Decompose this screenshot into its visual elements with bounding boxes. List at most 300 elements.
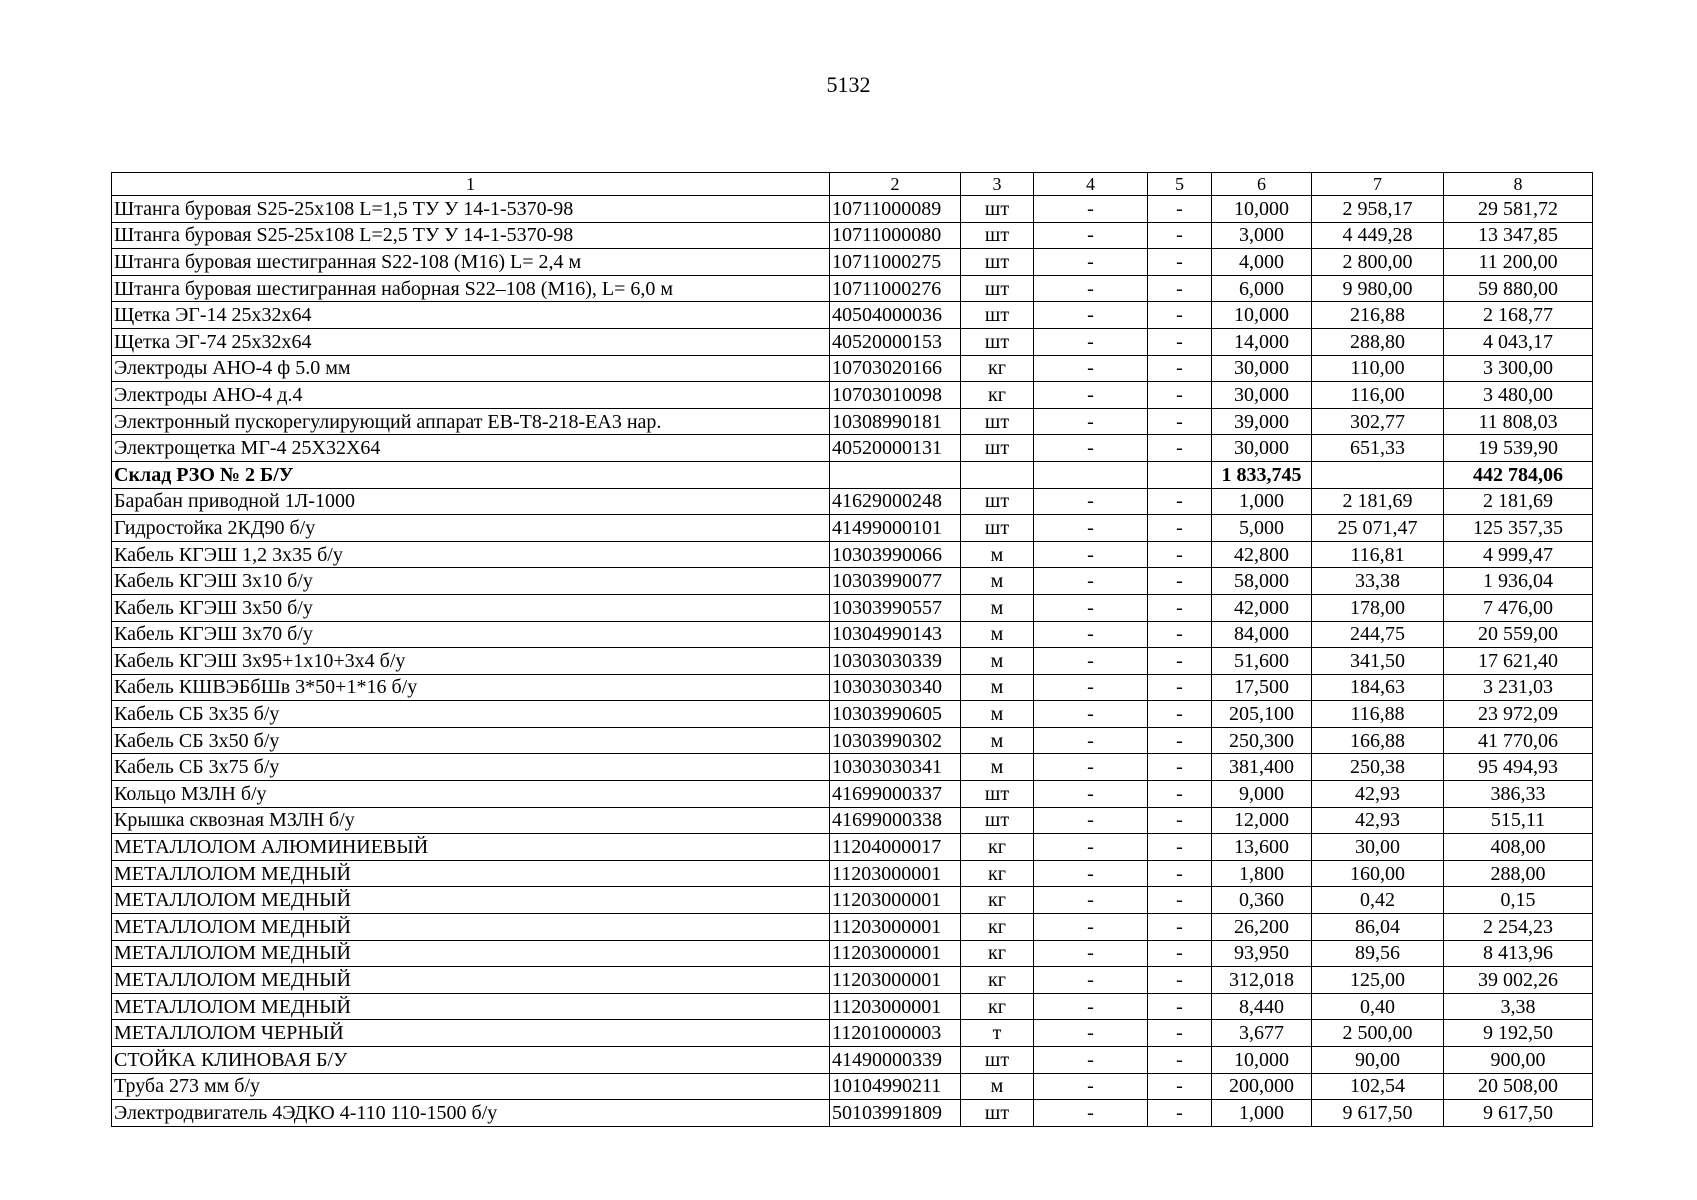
price-cell: 4 449,28 xyxy=(1312,222,1444,249)
price-cell: 42,93 xyxy=(1312,807,1444,834)
unit-cell: кг xyxy=(961,967,1034,994)
item-code-cell: 10303030339 xyxy=(830,648,961,675)
price-cell: 160,00 xyxy=(1312,860,1444,887)
amount-cell: 13 347,85 xyxy=(1444,222,1593,249)
table-row xyxy=(112,1047,1593,1074)
amount-cell: 20 559,00 xyxy=(1444,621,1593,648)
column-4-cell: - xyxy=(1034,568,1148,595)
price-cell: 2 500,00 xyxy=(1312,1020,1444,1047)
column-5-cell: - xyxy=(1148,967,1212,994)
item-name-cell: МЕТАЛЛОЛОМ ЧЕРНЫЙ xyxy=(112,1020,830,1047)
item-code-cell: 11203000001 xyxy=(830,967,961,994)
unit-cell: м xyxy=(961,674,1034,701)
column-4-cell: - xyxy=(1034,1020,1148,1047)
column-5-cell: - xyxy=(1148,781,1212,808)
unit-cell: м xyxy=(961,1073,1034,1100)
item-code-cell xyxy=(830,461,961,488)
item-name-cell: МЕТАЛЛОЛОМ МЕДНЫЙ xyxy=(112,993,830,1020)
column-4-cell: - xyxy=(1034,621,1148,648)
unit-cell: шт xyxy=(961,781,1034,808)
unit-cell: кг xyxy=(961,355,1034,382)
unit-cell: шт xyxy=(961,1100,1034,1127)
column-5-cell: - xyxy=(1148,701,1212,728)
amount-cell: 1 936,04 xyxy=(1444,568,1593,595)
price-cell: 110,00 xyxy=(1312,355,1444,382)
quantity-cell: 3,677 xyxy=(1212,1020,1312,1047)
price-cell: 116,00 xyxy=(1312,382,1444,409)
column-4-cell: - xyxy=(1034,1073,1148,1100)
table-row xyxy=(112,515,1593,542)
table-row xyxy=(112,940,1593,967)
column-5-cell: - xyxy=(1148,754,1212,781)
price-cell: 25 071,47 xyxy=(1312,515,1444,542)
column-4-cell: - xyxy=(1034,754,1148,781)
column-5-cell: - xyxy=(1148,515,1212,542)
item-name-cell: Электроды АНО-4 д.4 xyxy=(112,382,830,409)
item-name-cell: МЕТАЛЛОЛОМ МЕДНЫЙ xyxy=(112,967,830,994)
unit-cell: м xyxy=(961,541,1034,568)
item-code-cell: 10303990302 xyxy=(830,727,961,754)
column-number: 7 xyxy=(1312,173,1444,196)
item-name-cell: МЕТАЛЛОЛОМ МЕДНЫЙ xyxy=(112,860,830,887)
column-5-cell: - xyxy=(1148,834,1212,861)
amount-cell: 59 880,00 xyxy=(1444,275,1593,302)
quantity-cell: 3,000 xyxy=(1212,222,1312,249)
column-5-cell: - xyxy=(1148,621,1212,648)
inventory-table xyxy=(111,172,1593,1127)
item-code-cell: 10703020166 xyxy=(830,355,961,382)
column-number: 1 xyxy=(112,173,830,196)
column-5-cell: - xyxy=(1148,940,1212,967)
amount-cell: 515,11 xyxy=(1444,807,1593,834)
column-4-cell: - xyxy=(1034,249,1148,276)
table-row xyxy=(112,382,1593,409)
quantity-cell: 26,200 xyxy=(1212,914,1312,941)
quantity-cell: 30,000 xyxy=(1212,435,1312,462)
column-4-cell: - xyxy=(1034,222,1148,249)
table-row xyxy=(112,488,1593,515)
price-cell: 9 617,50 xyxy=(1312,1100,1444,1127)
price-cell: 302,77 xyxy=(1312,408,1444,435)
table-row xyxy=(112,328,1593,355)
item-code-cell: 10303990077 xyxy=(830,568,961,595)
column-4-cell: - xyxy=(1034,674,1148,701)
amount-cell: 4 999,47 xyxy=(1444,541,1593,568)
quantity-cell: 8,440 xyxy=(1212,993,1312,1020)
column-4-cell: - xyxy=(1034,648,1148,675)
price-cell: 125,00 xyxy=(1312,967,1444,994)
price-cell: 250,38 xyxy=(1312,754,1444,781)
unit-cell: шт xyxy=(961,408,1034,435)
unit-cell: м xyxy=(961,727,1034,754)
price-cell: 178,00 xyxy=(1312,594,1444,621)
price-cell: 42,93 xyxy=(1312,781,1444,808)
price-cell: 0,42 xyxy=(1312,887,1444,914)
table-row xyxy=(112,648,1593,675)
price-cell: 33,38 xyxy=(1312,568,1444,595)
unit-cell: шт xyxy=(961,435,1034,462)
quantity-cell: 5,000 xyxy=(1212,515,1312,542)
quantity-cell: 93,950 xyxy=(1212,940,1312,967)
section-row xyxy=(112,461,1593,488)
amount-cell: 19 539,90 xyxy=(1444,435,1593,462)
item-code-cell: 40520000153 xyxy=(830,328,961,355)
unit-cell: шт xyxy=(961,222,1034,249)
price-cell: 0,40 xyxy=(1312,993,1444,1020)
quantity-cell: 42,000 xyxy=(1212,594,1312,621)
item-code-cell: 11203000001 xyxy=(830,940,961,967)
table-row xyxy=(112,408,1593,435)
quantity-cell: 0,360 xyxy=(1212,887,1312,914)
column-4-cell: - xyxy=(1034,435,1148,462)
unit-cell: шт xyxy=(961,249,1034,276)
unit-cell: шт xyxy=(961,807,1034,834)
column-5-cell: - xyxy=(1148,302,1212,329)
item-code-cell: 10703010098 xyxy=(830,382,961,409)
column-5-cell xyxy=(1148,461,1212,488)
table-row xyxy=(112,834,1593,861)
item-code-cell: 11201000003 xyxy=(830,1020,961,1047)
price-cell: 244,75 xyxy=(1312,621,1444,648)
table-row xyxy=(112,1100,1593,1127)
column-number: 2 xyxy=(830,173,961,196)
item-code-cell: 10104990211 xyxy=(830,1073,961,1100)
unit-cell: м xyxy=(961,621,1034,648)
amount-cell: 3 231,03 xyxy=(1444,674,1593,701)
item-name-cell: Кабель СБ 3х75 б/у xyxy=(112,754,830,781)
item-name-cell: Крышка сквозная МЗЛН б/у xyxy=(112,807,830,834)
table-row xyxy=(112,754,1593,781)
amount-cell: 3,38 xyxy=(1444,993,1593,1020)
column-4-cell: - xyxy=(1034,914,1148,941)
column-4-cell: - xyxy=(1034,727,1148,754)
column-number: 4 xyxy=(1034,173,1148,196)
price-cell: 89,56 xyxy=(1312,940,1444,967)
amount-cell: 3 300,00 xyxy=(1444,355,1593,382)
table-row xyxy=(112,967,1593,994)
price-cell: 2 800,00 xyxy=(1312,249,1444,276)
amount-cell: 442 784,06 xyxy=(1444,461,1593,488)
item-code-cell: 41629000248 xyxy=(830,488,961,515)
column-4-cell: - xyxy=(1034,328,1148,355)
item-code-cell: 10711000080 xyxy=(830,222,961,249)
item-name-cell: Барабан приводной 1Л-1000 xyxy=(112,488,830,515)
column-4-cell: - xyxy=(1034,807,1148,834)
table-row xyxy=(112,993,1593,1020)
item-name-cell: Кабель КШВЭБбШв 3*50+1*16 б/у xyxy=(112,674,830,701)
item-name-cell: Щетка ЭГ-14 25х32х64 xyxy=(112,302,830,329)
page-number: 5132 xyxy=(826,72,871,97)
quantity-cell: 4,000 xyxy=(1212,249,1312,276)
unit-cell: м xyxy=(961,754,1034,781)
unit-cell: шт xyxy=(961,515,1034,542)
column-4-cell: - xyxy=(1034,887,1148,914)
item-code-cell: 41499000101 xyxy=(830,515,961,542)
unit-cell: м xyxy=(961,701,1034,728)
column-5-cell: - xyxy=(1148,887,1212,914)
quantity-cell: 312,018 xyxy=(1212,967,1312,994)
column-4-cell: - xyxy=(1034,196,1148,223)
column-5-cell: - xyxy=(1148,568,1212,595)
price-cell: 651,33 xyxy=(1312,435,1444,462)
item-code-cell: 40504000036 xyxy=(830,302,961,329)
price-cell: 102,54 xyxy=(1312,1073,1444,1100)
item-name-cell: Штанга буровая S25-25х108 L=1,5 ТУ У 14-1-5370-98 xyxy=(112,196,830,223)
amount-cell: 2 168,77 xyxy=(1444,302,1593,329)
column-4-cell: - xyxy=(1034,1047,1148,1074)
table-body xyxy=(112,173,1593,1127)
table-row xyxy=(112,541,1593,568)
item-code-cell: 10303990066 xyxy=(830,541,961,568)
table-row xyxy=(112,860,1593,887)
price-cell: 116,81 xyxy=(1312,541,1444,568)
column-5-cell: - xyxy=(1148,914,1212,941)
unit-cell: кг xyxy=(961,993,1034,1020)
amount-cell: 900,00 xyxy=(1444,1047,1593,1074)
table-row xyxy=(112,701,1593,728)
item-name-cell: Штанга буровая шестигранная наборная S22–108 (М16), L= 6,0 м xyxy=(112,275,830,302)
item-name-cell: МЕТАЛЛОЛОМ МЕДНЫЙ xyxy=(112,914,830,941)
price-cell xyxy=(1312,461,1444,488)
quantity-cell: 10,000 xyxy=(1212,1047,1312,1074)
unit-cell: кг xyxy=(961,914,1034,941)
quantity-cell: 205,100 xyxy=(1212,701,1312,728)
column-4-cell: - xyxy=(1034,781,1148,808)
column-5-cell: - xyxy=(1148,196,1212,223)
unit-cell: шт xyxy=(961,1047,1034,1074)
quantity-cell: 200,000 xyxy=(1212,1073,1312,1100)
item-code-cell: 40520000131 xyxy=(830,435,961,462)
column-4-cell: - xyxy=(1034,515,1148,542)
quantity-cell: 9,000 xyxy=(1212,781,1312,808)
column-5-cell: - xyxy=(1148,541,1212,568)
item-code-cell: 10308990181 xyxy=(830,408,961,435)
column-5-cell: - xyxy=(1148,488,1212,515)
table-row xyxy=(112,435,1593,462)
item-code-cell: 10303030341 xyxy=(830,754,961,781)
item-name-cell: СТОЙКА КЛИНОВАЯ Б/У xyxy=(112,1047,830,1074)
quantity-cell: 1,000 xyxy=(1212,488,1312,515)
column-5-cell: - xyxy=(1148,594,1212,621)
quantity-cell: 250,300 xyxy=(1212,727,1312,754)
quantity-cell: 30,000 xyxy=(1212,382,1312,409)
amount-cell: 29 581,72 xyxy=(1444,196,1593,223)
item-name-cell: Электрощетка МГ-4 25Х32Х64 xyxy=(112,435,830,462)
amount-cell: 125 357,35 xyxy=(1444,515,1593,542)
price-cell: 86,04 xyxy=(1312,914,1444,941)
amount-cell: 23 972,09 xyxy=(1444,701,1593,728)
quantity-cell: 12,000 xyxy=(1212,807,1312,834)
item-name-cell: Электродвигатель 4ЭДКО 4-110 110-1500 б/у xyxy=(112,1100,830,1127)
table-row xyxy=(112,1073,1593,1100)
item-name-cell: Электронный пускорегулирующий аппарат EB-T8-218-EA3 нар. xyxy=(112,408,830,435)
amount-cell: 39 002,26 xyxy=(1444,967,1593,994)
column-5-cell: - xyxy=(1148,222,1212,249)
column-5-cell: - xyxy=(1148,275,1212,302)
item-code-cell: 10303030340 xyxy=(830,674,961,701)
unit-cell: м xyxy=(961,594,1034,621)
item-code-cell: 11203000001 xyxy=(830,914,961,941)
item-name-cell: Гидростойка 2КД90 б/у xyxy=(112,515,830,542)
item-name-cell: Труба 273 мм б/у xyxy=(112,1073,830,1100)
price-cell: 116,88 xyxy=(1312,701,1444,728)
unit-cell: шт xyxy=(961,196,1034,223)
column-number-row xyxy=(112,173,1593,196)
column-4-cell: - xyxy=(1034,488,1148,515)
item-name-cell: Щетка ЭГ-74 25х32х64 xyxy=(112,328,830,355)
column-4-cell: - xyxy=(1034,967,1148,994)
column-5-cell: - xyxy=(1148,1047,1212,1074)
unit-cell: т xyxy=(961,1020,1034,1047)
column-4-cell: - xyxy=(1034,993,1148,1020)
item-name-cell: Кабель КГЭШ 3х70 б/у xyxy=(112,621,830,648)
column-number: 6 xyxy=(1212,173,1312,196)
amount-cell: 41 770,06 xyxy=(1444,727,1593,754)
table-row xyxy=(112,807,1593,834)
price-cell: 30,00 xyxy=(1312,834,1444,861)
item-code-cell: 10303990605 xyxy=(830,701,961,728)
amount-cell: 288,00 xyxy=(1444,860,1593,887)
amount-cell: 0,15 xyxy=(1444,887,1593,914)
item-name-cell: МЕТАЛЛОЛОМ АЛЮМИНИЕВЫЙ xyxy=(112,834,830,861)
price-cell: 2 958,17 xyxy=(1312,196,1444,223)
column-4-cell: - xyxy=(1034,1100,1148,1127)
unit-cell: м xyxy=(961,568,1034,595)
item-code-cell: 41490000339 xyxy=(830,1047,961,1074)
amount-cell: 17 621,40 xyxy=(1444,648,1593,675)
item-code-cell: 11204000017 xyxy=(830,834,961,861)
column-5-cell: - xyxy=(1148,1100,1212,1127)
amount-cell: 2 181,69 xyxy=(1444,488,1593,515)
column-4-cell: - xyxy=(1034,834,1148,861)
column-4-cell: - xyxy=(1034,860,1148,887)
column-5-cell: - xyxy=(1148,807,1212,834)
price-cell: 166,88 xyxy=(1312,727,1444,754)
table-row xyxy=(112,355,1593,382)
column-5-cell: - xyxy=(1148,993,1212,1020)
quantity-cell: 1 833,745 xyxy=(1212,461,1312,488)
column-5-cell: - xyxy=(1148,648,1212,675)
quantity-cell: 10,000 xyxy=(1212,302,1312,329)
item-name-cell: Кабель КГЭШ 3х10 б/у xyxy=(112,568,830,595)
item-name-cell: Штанга буровая S25-25х108 L=2,5 ТУ У 14-1-5370-98 xyxy=(112,222,830,249)
amount-cell: 20 508,00 xyxy=(1444,1073,1593,1100)
item-name-cell: Кабель КГЭШ 3х95+1х10+3х4 б/у xyxy=(112,648,830,675)
quantity-cell: 84,000 xyxy=(1212,621,1312,648)
table-row xyxy=(112,781,1593,808)
column-4-cell: - xyxy=(1034,940,1148,967)
unit-cell: шт xyxy=(961,328,1034,355)
amount-cell: 11 200,00 xyxy=(1444,249,1593,276)
column-4-cell: - xyxy=(1034,275,1148,302)
price-cell: 90,00 xyxy=(1312,1047,1444,1074)
column-4-cell: - xyxy=(1034,302,1148,329)
amount-cell: 8 413,96 xyxy=(1444,940,1593,967)
quantity-cell: 51,600 xyxy=(1212,648,1312,675)
column-5-cell: - xyxy=(1148,1020,1212,1047)
column-4-cell: - xyxy=(1034,355,1148,382)
column-4-cell: - xyxy=(1034,594,1148,621)
table-row xyxy=(112,594,1593,621)
table-row xyxy=(112,222,1593,249)
column-4-cell: - xyxy=(1034,541,1148,568)
amount-cell: 3 480,00 xyxy=(1444,382,1593,409)
amount-cell: 7 476,00 xyxy=(1444,594,1593,621)
price-cell: 341,50 xyxy=(1312,648,1444,675)
quantity-cell: 14,000 xyxy=(1212,328,1312,355)
column-4-cell xyxy=(1034,461,1148,488)
item-code-cell: 10303990557 xyxy=(830,594,961,621)
column-4-cell: - xyxy=(1034,382,1148,409)
unit-cell: кг xyxy=(961,940,1034,967)
amount-cell: 9 617,50 xyxy=(1444,1100,1593,1127)
unit-cell: шт xyxy=(961,275,1034,302)
table-row xyxy=(112,275,1593,302)
quantity-cell: 1,800 xyxy=(1212,860,1312,887)
item-code-cell: 11203000001 xyxy=(830,993,961,1020)
column-5-cell: - xyxy=(1148,328,1212,355)
quantity-cell: 17,500 xyxy=(1212,674,1312,701)
amount-cell: 2 254,23 xyxy=(1444,914,1593,941)
price-cell: 2 181,69 xyxy=(1312,488,1444,515)
amount-cell: 11 808,03 xyxy=(1444,408,1593,435)
item-code-cell: 10711000276 xyxy=(830,275,961,302)
column-5-cell: - xyxy=(1148,674,1212,701)
item-name-cell: Штанга буровая шестигранная S22-108 (М16) L= 2,4 м xyxy=(112,249,830,276)
column-5-cell: - xyxy=(1148,860,1212,887)
table-row xyxy=(112,887,1593,914)
item-code-cell: 41699000337 xyxy=(830,781,961,808)
amount-cell: 95 494,93 xyxy=(1444,754,1593,781)
unit-cell: м xyxy=(961,648,1034,675)
table-row xyxy=(112,914,1593,941)
table-row xyxy=(112,249,1593,276)
item-name-cell: МЕТАЛЛОЛОМ МЕДНЫЙ xyxy=(112,940,830,967)
column-5-cell: - xyxy=(1148,727,1212,754)
amount-cell: 408,00 xyxy=(1444,834,1593,861)
amount-cell: 386,33 xyxy=(1444,781,1593,808)
item-code-cell: 10711000275 xyxy=(830,249,961,276)
item-name-cell: Электроды АНО-4 ф 5.0 мм xyxy=(112,355,830,382)
price-cell: 216,88 xyxy=(1312,302,1444,329)
item-name-cell: Кабель КГЭШ 1,2 3х35 б/у xyxy=(112,541,830,568)
column-5-cell: - xyxy=(1148,382,1212,409)
item-name-cell: Кабель СБ 3х35 б/у xyxy=(112,701,830,728)
unit-cell: шт xyxy=(961,302,1034,329)
unit-cell: кг xyxy=(961,382,1034,409)
quantity-cell: 42,800 xyxy=(1212,541,1312,568)
amount-cell: 4 043,17 xyxy=(1444,328,1593,355)
table-row xyxy=(112,621,1593,648)
table-row xyxy=(112,674,1593,701)
column-number: 3 xyxy=(961,173,1034,196)
unit-cell: кг xyxy=(961,887,1034,914)
column-5-cell: - xyxy=(1148,408,1212,435)
unit-cell: кг xyxy=(961,834,1034,861)
column-number: 5 xyxy=(1148,173,1212,196)
item-name-cell: Кольцо МЗЛН б/у xyxy=(112,781,830,808)
item-name-cell: Кабель КГЭШ 3х50 б/у xyxy=(112,594,830,621)
unit-cell: шт xyxy=(961,488,1034,515)
price-cell: 9 980,00 xyxy=(1312,275,1444,302)
table-row xyxy=(112,196,1593,223)
column-number: 8 xyxy=(1444,173,1593,196)
item-code-cell: 11203000001 xyxy=(830,887,961,914)
column-5-cell: - xyxy=(1148,249,1212,276)
item-name-cell: МЕТАЛЛОЛОМ МЕДНЫЙ xyxy=(112,887,830,914)
quantity-cell: 13,600 xyxy=(1212,834,1312,861)
item-code-cell: 50103991809 xyxy=(830,1100,961,1127)
